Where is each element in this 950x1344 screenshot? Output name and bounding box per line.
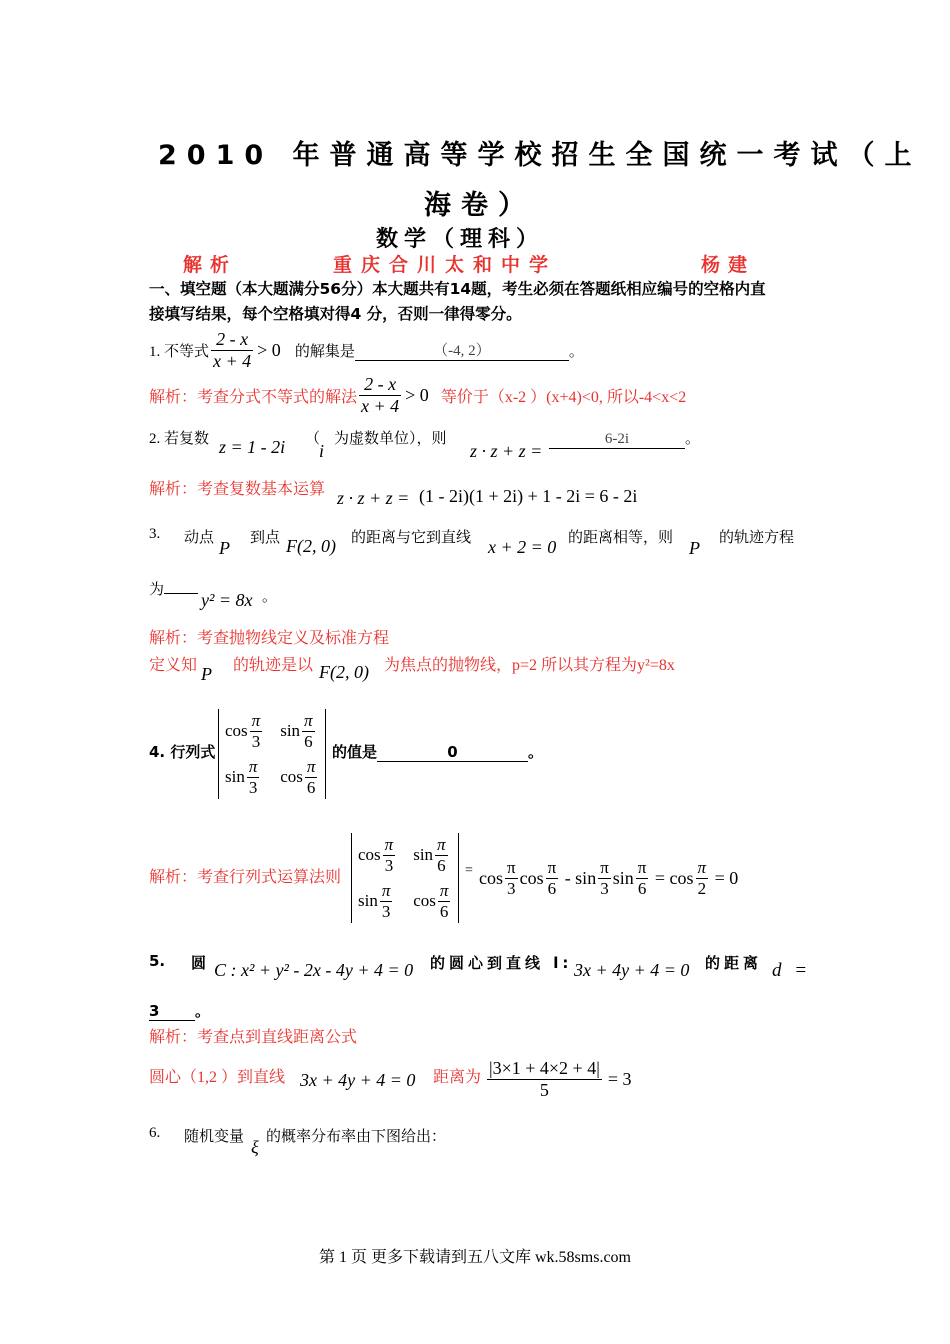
q3-text-4: 的距离相等，则 <box>568 530 674 546</box>
q5-line: 3x + 4y + 4 = 0 <box>574 960 690 980</box>
q1-solution-numerator: 2 - x <box>359 374 401 396</box>
byline-label: 解析 <box>183 254 238 276</box>
q1-solution-text: 等价于（x-2 ）(x+4)<0, 所以-4<x<2 <box>440 388 687 406</box>
q3-solution-prefix: 定义知 <box>149 657 198 674</box>
q3-text-5: 的轨迹方程 <box>719 530 795 546</box>
q1-end: 。 <box>568 343 584 360</box>
q2-solution-expression: z · z + z = <box>337 488 410 508</box>
q5-distance-label: 的距离 <box>705 954 763 972</box>
q1-text: 的解集是 <box>294 343 355 360</box>
q4-text-label: 的值是 <box>332 743 378 761</box>
q6-number: 6. <box>149 1125 161 1141</box>
section-heading-line1: 一、填空题（本大题满分56分）本大题共有14题，考生必须在答题纸相应编号的空格内直 <box>149 280 766 298</box>
q4-prefix: 4. 行列式 <box>149 743 216 761</box>
q3-point-p2: P <box>689 538 700 558</box>
q5-solution-line1: 解析：考查点到直线距离公式 <box>149 1029 358 1046</box>
q4-solution-equals: = <box>465 863 473 878</box>
q3-solution-line1: 解析：考查抛物线定义及标准方程 <box>149 630 390 647</box>
q1-prefix: 1. 不等式 <box>149 343 210 360</box>
page-title-line1: 2010 年普通高等学校招生全国统一考试（上 <box>158 140 922 171</box>
q5-solution-fraction <box>485 1058 631 1100</box>
q4-solution-prefix: 解析：考查行列式运算法则 <box>149 869 342 886</box>
q3-answer-line <box>149 578 198 599</box>
page-footer: 第 1 页 更多下载请到五八文库 wk.58sms.com <box>318 1249 631 1266</box>
q3-end: 。 <box>262 589 278 605</box>
q4-cell-3: sin $\frac{\pi}{3}$ <box>225 757 258 797</box>
q5-solution-mid: 距离为 <box>433 1069 482 1086</box>
q5-answer: 3 <box>149 1002 195 1021</box>
q2-end: 。 <box>685 431 701 447</box>
question-1 <box>149 329 584 371</box>
q1-solution <box>149 374 686 416</box>
q1-answer: （-4, 2） <box>355 339 569 361</box>
q6-xi: ξ <box>251 1137 259 1157</box>
q3-wei: 为 <box>149 582 165 598</box>
q1-relation: > 0 <box>257 339 281 360</box>
q2-solution-prefix: 解析：考查复数基本运算 <box>149 481 326 498</box>
q5-answer-line <box>149 1000 210 1021</box>
q3-text-2: 到点 <box>250 530 281 546</box>
q2-solution-result: (1 - 2i)(1 + 2i) + 1 - 2i = 6 - 2i <box>419 486 638 506</box>
byline-school: 重庆合川太和中学 <box>333 254 558 276</box>
q5-solution-result: = 3 <box>607 1068 632 1089</box>
q1-solution-fraction <box>359 374 401 416</box>
q2-paren-open: （ <box>305 431 321 447</box>
q1-solution-relation: > 0 <box>405 384 429 405</box>
q4-solution-determinant: cos $\frac{\pi}{3}$ sin $\frac{\pi}{6}$ sin $\frac{\pi}{3}$ cos $\frac{\pi}{6}$ <box>351 833 459 923</box>
q2-prefix: 2. 若复数 <box>149 431 210 447</box>
q4-solution-result: cos $\frac{\pi}{3}$ cos $\frac{\pi}{6}$ - sin $\frac{\pi}{3}$ sin $\frac{\pi}{6}$ = cos $\frac{\pi}{2}$ = 0 <box>479 858 739 898</box>
q5-solution-prefix: 圆心（1,2 ）到直线 <box>149 1069 286 1086</box>
section-heading-line2: 接填写结果，每个空格填对得4 分，否则一律得零分。 <box>149 305 522 323</box>
q2-expression: z · z + z = <box>470 441 543 461</box>
q3-solution-f: F(2, 0) <box>319 662 369 682</box>
q5-number: 5. <box>149 952 166 970</box>
q4-cell-2: sin $\frac{\pi}{6}$ <box>280 711 313 751</box>
q1-solution-denominator: x + 4 <box>361 395 400 416</box>
q2-text: 为虚数单位），则 <box>334 431 447 447</box>
q3-point-p: P <box>219 538 230 558</box>
q4-determinant <box>218 709 326 799</box>
q5-yuan: 圆 <box>191 954 207 972</box>
q5-end: 。 <box>195 1002 211 1020</box>
q5-d: d = <box>772 960 808 981</box>
q5-solution-numerator: |3×1 + 4×2 + 4| <box>489 1058 600 1078</box>
q3-text-1: 动点 <box>184 530 215 546</box>
q3-answer: y² = 8x <box>201 590 253 610</box>
byline-author: 杨建 <box>701 254 756 276</box>
q3-solution-p: P <box>201 664 212 684</box>
q3-solution-mid: 的轨迹是以 <box>233 657 314 674</box>
q4-answer: 0 <box>377 743 528 762</box>
q5-text: 的圆心到直线 l: <box>430 954 573 972</box>
q6-text-2: 的概率分布率由下图给出： <box>266 1129 447 1145</box>
q2-answer-wrap <box>549 427 700 449</box>
page-subtitle: 数学（理科） <box>376 227 545 252</box>
q3-line: x + 2 = 0 <box>488 537 557 557</box>
q1-denominator: x + 4 <box>213 350 252 371</box>
q5-circle-equation: C : x² + y² - 2x - 4y + 4 = 0 <box>214 960 414 980</box>
q5-solution-denominator: 5 <box>539 1079 549 1100</box>
q2-imaginary-unit: i <box>319 441 325 461</box>
q4-cell-4: cos $\frac{\pi}{6}$ <box>280 757 316 797</box>
q2-z-definition: z = 1 - 2i <box>219 437 286 457</box>
q4-end: 。 <box>528 743 544 761</box>
q6-text-1: 随机变量 <box>184 1129 245 1145</box>
q3-number: 3. <box>149 526 161 542</box>
q5-solution-line: 3x + 4y + 4 = 0 <box>300 1070 416 1090</box>
q1-numerator: 2 - x <box>211 329 253 351</box>
page-title-line2: 海卷） <box>424 190 535 221</box>
q3-point-f: F(2, 0) <box>286 536 336 556</box>
q1-fraction <box>211 329 253 371</box>
q4-text <box>332 741 543 762</box>
q1-solution-prefix: 解析：考查分式不等式的解法 <box>149 388 358 406</box>
q3-text-3: 的距离与它到直线 <box>351 530 472 546</box>
q4-cell-1: cos $\frac{\pi}{3}$ <box>225 711 261 751</box>
q2-answer: 6-2i <box>549 431 685 449</box>
q3-solution-text: 为焦点的抛物线，p=2 所以其方程为y²=8x <box>384 657 675 674</box>
